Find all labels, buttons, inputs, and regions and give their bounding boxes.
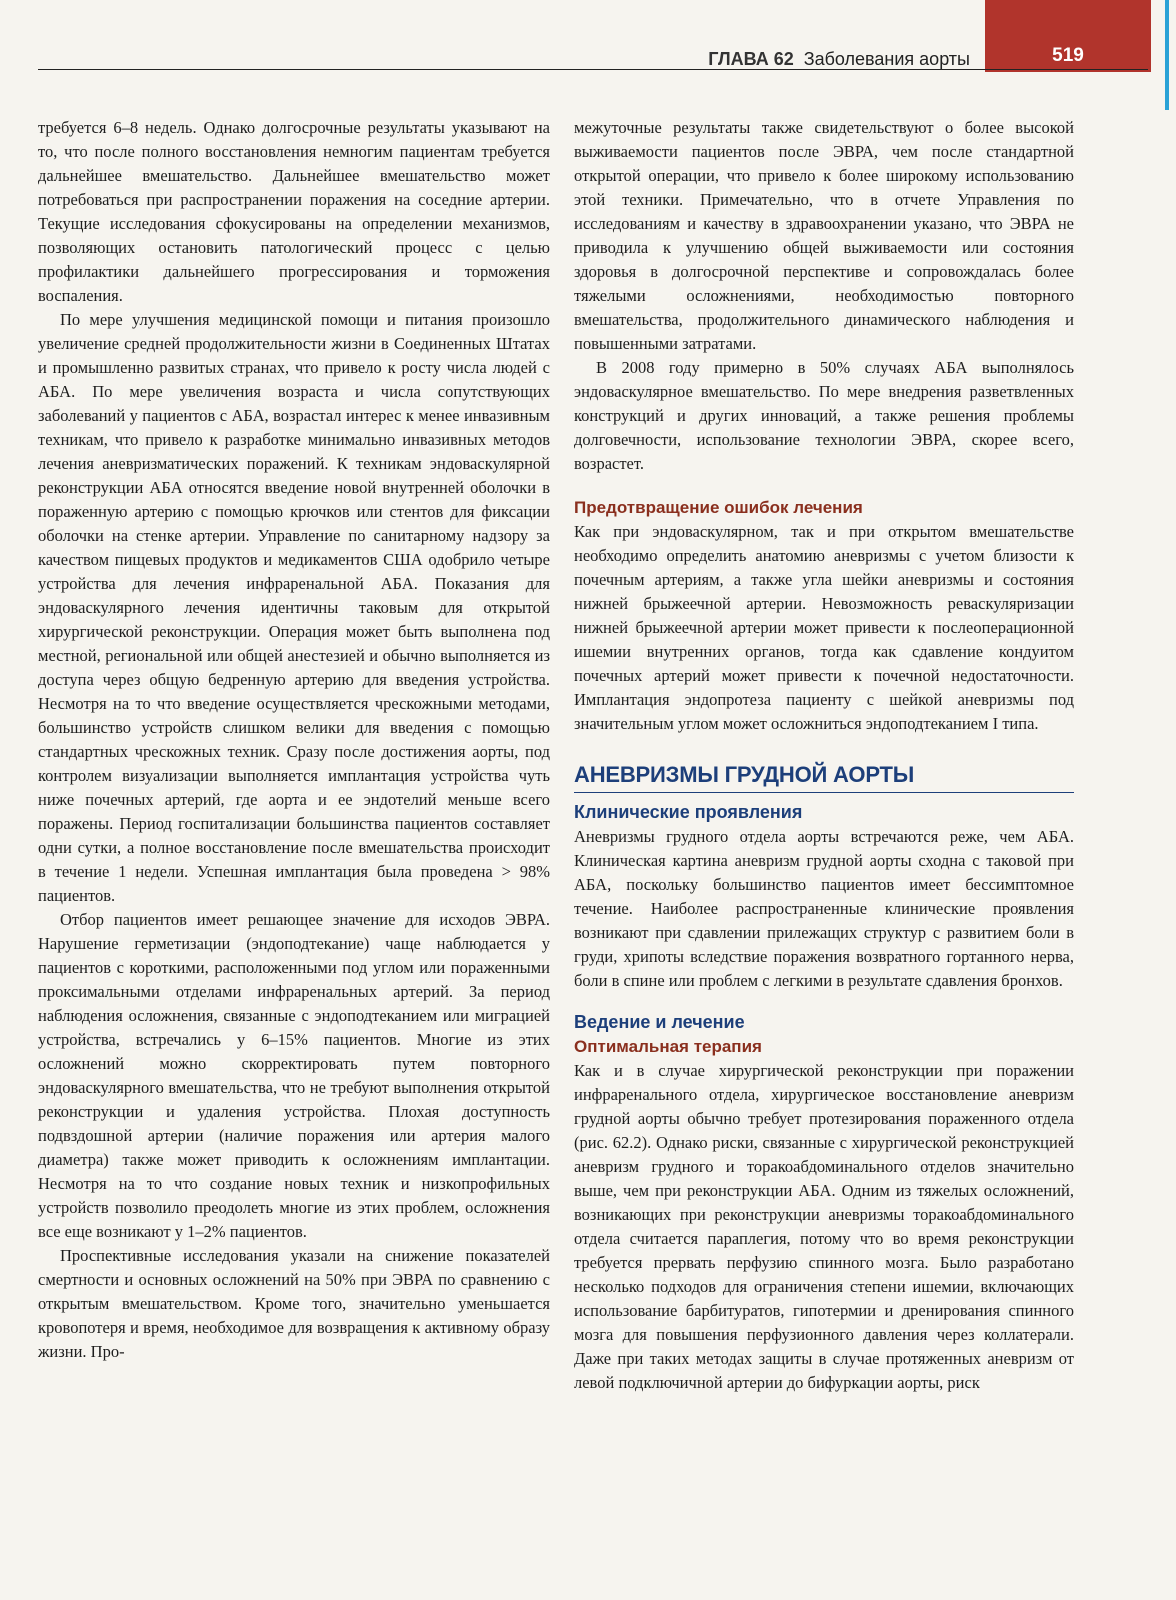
paragraph: Как при эндоваскулярном, так и при открытом вмешательстве необходимо определить анатомию аневризмы с учетом близости к почечным артериям, а также угла шейки аневризмы и состояния нижней брыжеечной артерии. Невозможность реваскуляризации нижней брыжеечной артерии может привести к послеоперационной ишемии внутренних органов, тогда как сдавление кондуитом почечных артерий может привести к почечной недостаточности. Имплантация эндопротеза пациенту с шейкой аневризмы под значительным углом может осложниться эндоподтеканием I типа. [574,522,1074,733]
section-heading-management: Ведение и лечение [574,1012,745,1032]
header-rule [38,69,1148,70]
paragraph: Отбор пациентов имеет решающее значение для исходов ЭВРА. Нарушение герметизации (эндоподтекание) чаще наблюдается у пациентов с короткими, расположенными под углом или пораженными проксимальными отделами инфраренальных артерий. За период наблюдения осложнения, связанные с эндоподтеканием или миграцией устройства, встречались у 6–15% пациентов. Многие из этих осложнений можно скорректировать путем повторного эндоваскулярного вмешательства, что не требуют выполнения открытой реконструкции и удаления устройства. Плохая доступность подвздошной артерии (наличие поражения или артерия малого диаметра) также может приводить к осложнениям имплантации. Несмотря на то что создание новых техник и низкопрофильных устройств позволило преодолеть многие из этих проблем, осложнения все еще возникают у 1–2% пациентов. [38,910,550,1241]
chapter-title: Заболевания аорты [803,49,970,69]
paragraph: В 2008 году примерно в 50% случаях АБА выполнялось эндоваскулярное вмешательство. По мере внедрения разветвленных конструкций и других инноваций, а также решения проблемы долговечности, использование технологии ЭВРА, скорее всего, возрастет. [574,358,1074,473]
section-heading-clinical: Клинические проявления [574,802,803,822]
edge-accent-stripe [1165,0,1169,110]
left-column [38,116,550,1364]
paragraph: По мере улучшения медицинской помощи и питания произошло увеличение средней продолжительности жизни в Соединенных Штатах и промышленно развитых странах, что привело к росту числа людей с АБА. По мере увеличения возраста и числа сопутствующих заболеваний у пациентов с АБА, возрастал интерес к менее инвазивным техникам, что привело к разработке минимально инвазивных методов лечения аневризматических поражений. К техникам эндоваскулярной реконструкции АБА относятся введение новой внутренней оболочки в пораженную артерию с помощью крючков или стентов для фиксации оболочки на стенке артерии. Управление по санитарному надзору за качеством пищевых продуктов и медикаментов США одобрило четыре устройства для лечения инфраренальной АБА. Показания для эндоваскулярного лечения идентичны таковым для открытой хирургической реконструкции. Операция может быть выполнена под местной, региональной или общей анестезией и обычно выполняется из доступа через общую бедренную артерию для введения устройства. Несмотря на то что введение осуществляется чрескожными методами, большинство устройств слишком велики для введения с помощью стандартных чрескожных техник. Сразу после достижения аорты, под контролем визуализации выполняется имплантация устройства чуть ниже почечных артерий, где аорта и ее эндотелий меньше всего поражены. Период госпитализации большинства пациентов составляет одни сутки, а полное восстановление после вмешательства происходит в течение 1 недели. Успешная имплантация была проведена > 98% пациентов. [38,310,550,905]
page-number-box [985,0,1151,72]
page-number: 519 [1052,45,1084,66]
section-heading-prevention: Предотвращение ошибок лечения [574,498,863,517]
paragraph: Как и в случае хирургической реконструкции при поражении инфраренального отдела, хирургическое восстановление аневризм грудной аорты обычно требует протезирования пораженного отдела (рис. 62.2). Однако риски, связанные с хирургической реконструкцией аневризм грудного и торакоабдоминального отделов значительно выше, чем при реконструкции АБА. Одним из тяжелых осложнений, возникающих при реконструкции аневризмы торакоабдоминального отдела считается параплегия, потому что во время реконструкции требуется прервать перфузию спинного мозга. Было разработано несколько подходов для ограничения степени ишемии, включающих использование барбитуратов, гипотермии и дренирования спинного мозга для повышения перфузионного давления через коллатерали. Даже при таких методах защиты в случае протяженных аневризм от левой подключичной артерии до бифуркации аорты, риск [574,1061,1074,1392]
right-column [574,116,1074,1395]
paragraph: Аневризмы грудного отдела аорты встречаются реже, чем АБА. Клиническая картина аневризм грудной аорты сходна с таковой при АБА, поскольку большинство пациентов имеет бессимптомное течение. Наиболее распространенные клинические проявления возникают при сдавлении прилежащих структур с развитием боли в груди, хрипоты вследствие поражения возвратного гортанного нерва, боли в спине или проблем с легкими в результате сдавления бронхов. [574,827,1074,990]
section-heading-thoracic-aneurysms: АНЕВРИЗМЫ ГРУДНОЙ АОРТЫ [574,760,1074,793]
chapter-label: ГЛАВА 62 [708,49,794,69]
paragraph: Проспективные исследования указали на снижение показателей смертности и основных осложнений на 50% при ЭВРА по сравнению с открытым вмешательством. Кроме того, значительно уменьшается кровопотеря и время, необходимое для возвращения к активному образу жизни. Про- [38,1246,550,1361]
paragraph: требуется 6–8 недель. Однако долгосрочные результаты указывают на то, что после полного восстановления немногим пациентам требуется дальнейшее вмешательство. Дальнейшее вмешательство может потребоваться при распространении поражения на соседние артерии. Текущие исследования сфокусированы на определении механизмов, позволяющих остановить патологический процесс с целью профилактики дальнейшего прогрессирования и торможения воспаления. [38,118,550,305]
paragraph: межуточные результаты также свидетельствуют о более высокой выживаемости пациентов после ЭВРА, чем после стандартной открытой операции, что привело к более широкому использованию этой техники. Примечательно, что в отчете Управления по исследованиям и качеству в здравоохранении указано, что ЭВРА не приводила к улучшению общей выживаемости или состояния здоровья в долгосрочной перспективе и сопровождалась более тяжелыми осложнениями, необходимостью повторного вмешательства, продолжительного динамического наблюдения и повышенными затратами. [574,118,1074,353]
section-heading-optimal-therapy: Оптимальная терапия [574,1037,762,1056]
